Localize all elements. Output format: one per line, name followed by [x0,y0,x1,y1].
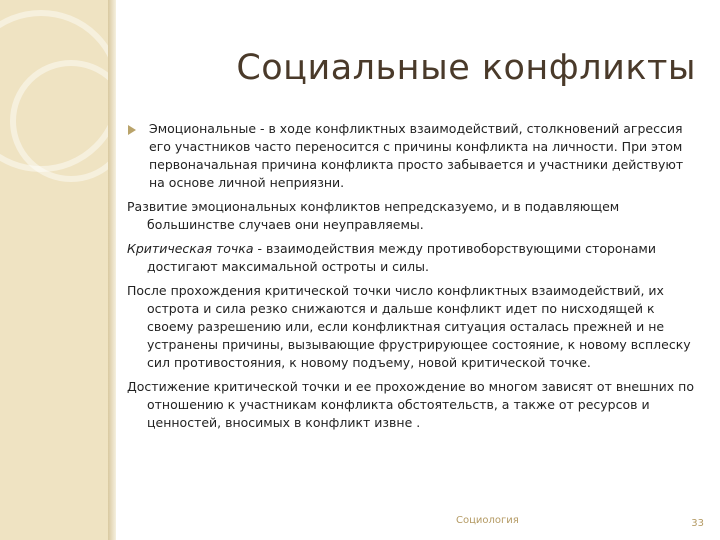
paragraph-after-critical-point: После прохождения критической точки число конфликтных взаимодействий, их острота и сила резко снижаются и дальше конфликт идет по нисходящей к своему разрешению или, если конфликтная ситуация осталась прежней и не устранены причины, вызывающие фрустрирующее состояние, к новому всплеску сил противостояния, к новому подъему, новой критической точке. [127,283,691,370]
panel-divider [108,0,116,540]
slide-content [127,120,697,438]
critical-point-term: Критическая точка [127,241,254,256]
footer-subject: Социология [456,515,519,526]
bullet-text: Эмоциональные - в ходе конфликтных взаимодействий, столкновений агрессия его участников часто переносится с причины конфликта на личности. При этом первоначальная причина конфликта просто забывается и участники действуют на основе личной неприязни. [149,121,684,190]
decorative-side-panel [0,0,110,540]
page-number: 33 [691,518,704,529]
paragraph-critical-point [127,240,697,276]
paragraph-emotional-development: Развитие эмоциональных конфликтов непредсказуемо, и в подавляющем большинстве случаев они неуправляемы. [127,199,620,232]
critical-point-definition: - взаимодействия между противоборствующими сторонами достигают максимальной остроты и силы. [147,241,656,274]
paragraph-reaching-critical-point: Достижение критической точки и ее прохождение во многом зависят от внешних по отношению к участникам конфликта обстоятельств, а также от ресурсов и ценностей, вносимых в конфликт извне . [127,379,694,430]
slide-title: Социальные конфликты [236,48,696,88]
bullet-item [127,120,697,192]
triangle-bullet-icon [128,125,136,135]
